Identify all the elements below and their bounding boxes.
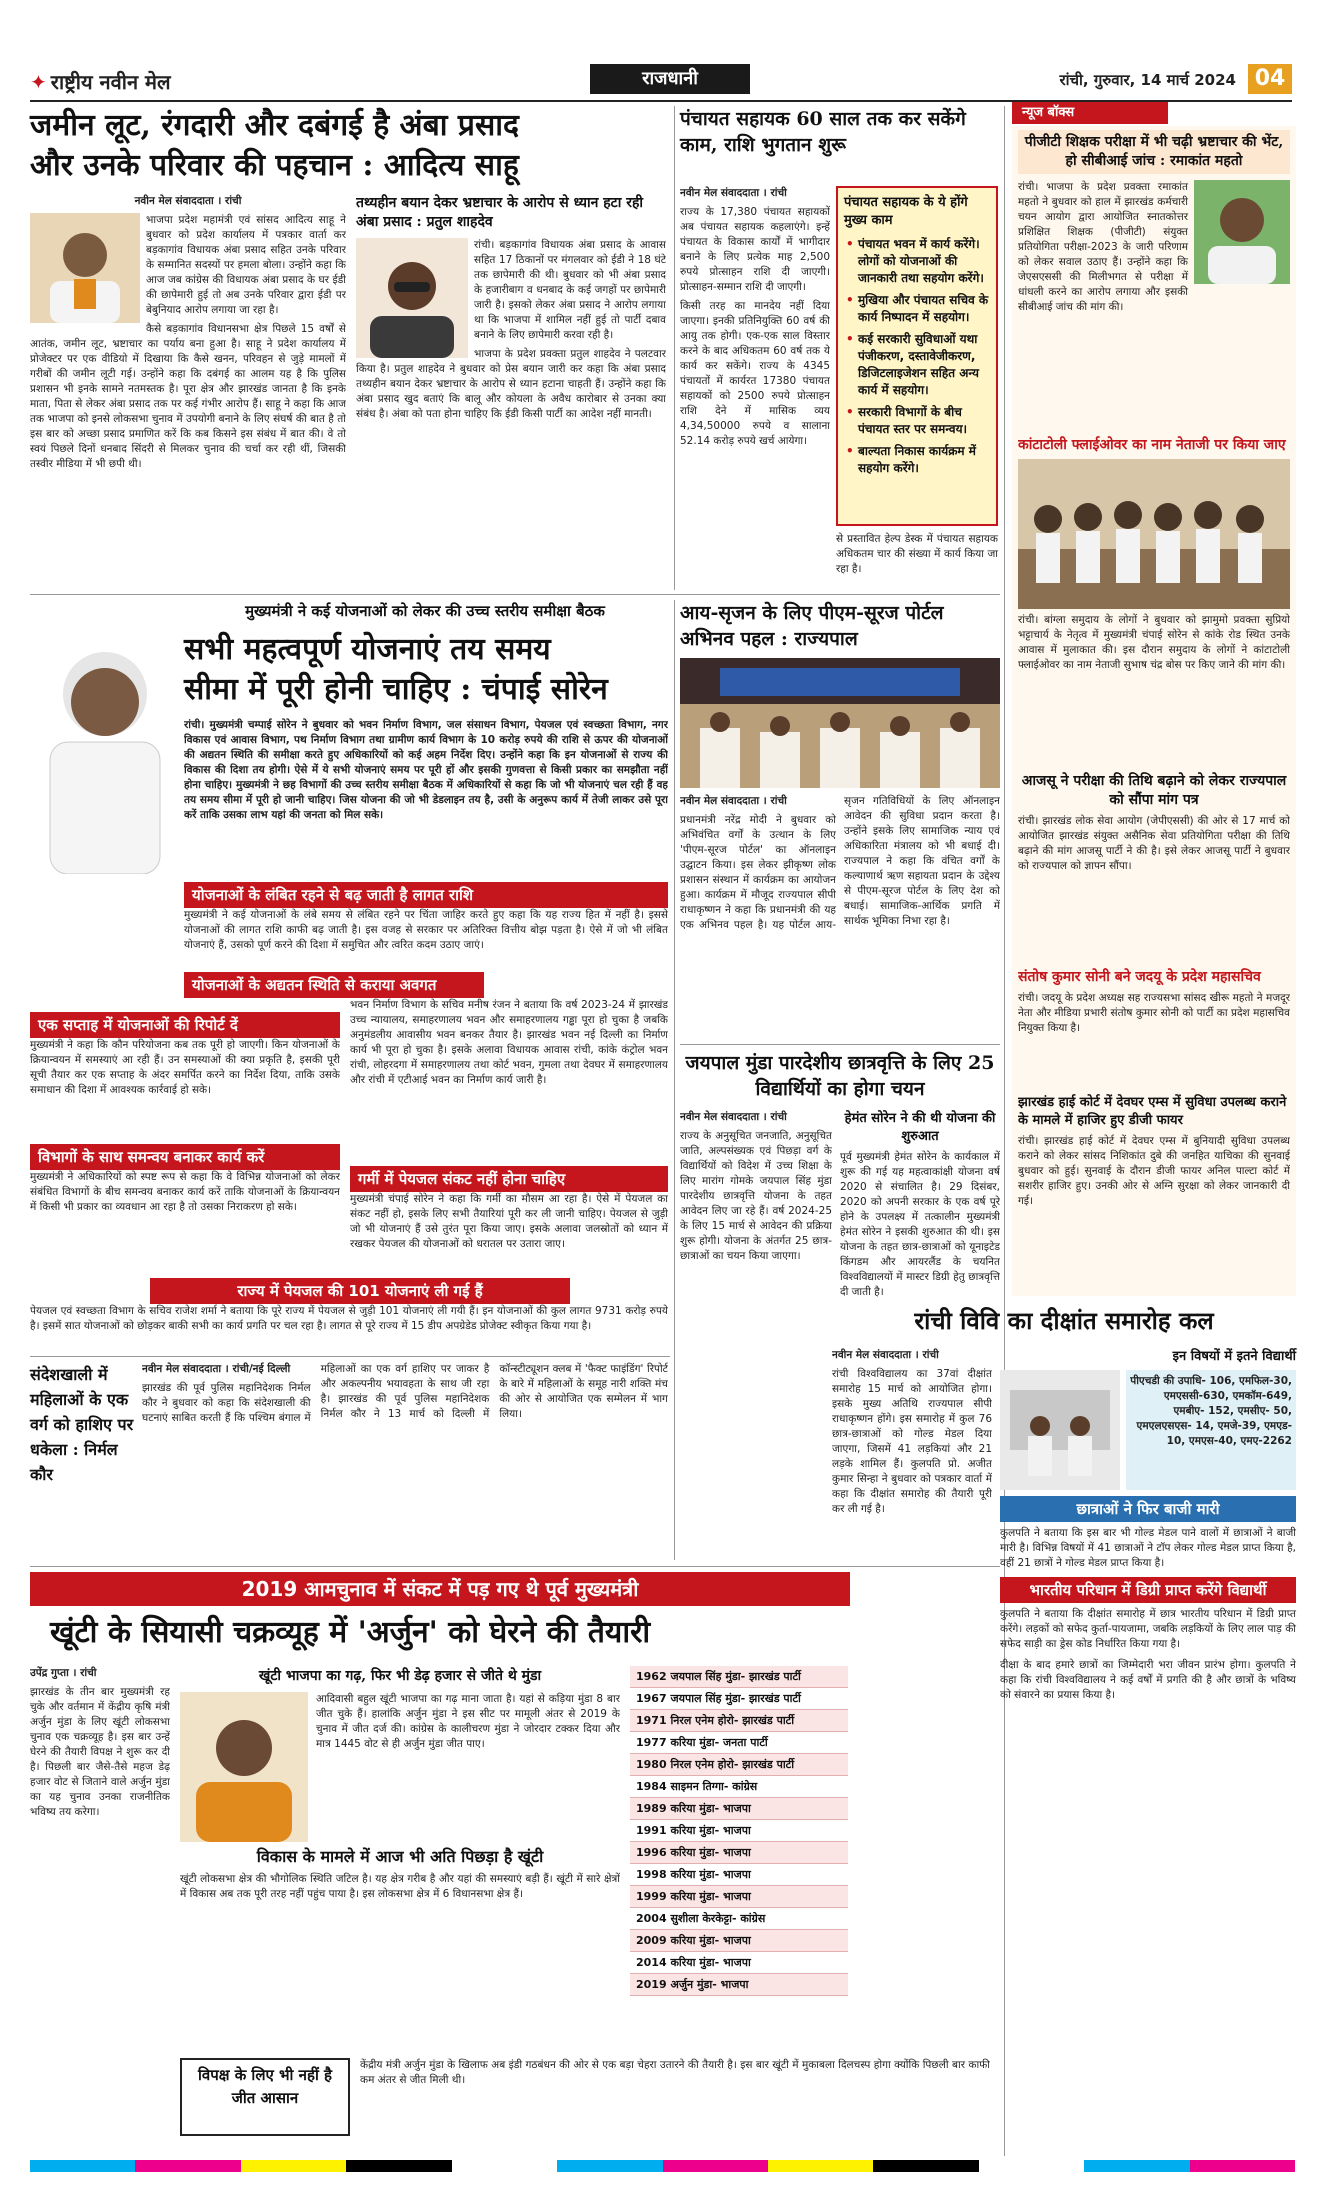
story-champai-soren [30,600,670,1430]
duty-item: • कई सरकारी सुविधाओं यथा पंजीकरण, दस्तावेजीकरण, डिजिटलाइजेशन सहित अन्य कार्य में सहयोग। [844,331,990,399]
timeline-row [630,1952,848,1974]
story8-sub1-title: छात्राओं ने फिर बाजी मारी [1000,1496,1296,1522]
story1-sub-para-2: भाजपा के प्रदेश प्रवक्ता प्रतुल शाहदेव ने पलटवार किया है। प्रतुल शाहदेव ने बुधवार को प्रेस बयान जारी कर कहा कि अंबा प्रसाद तथ्यहीन बयान देकर भ्रष्टाचार के आरोप से ध्यान हटाना चाहती हैं। उन्होंने कहा कि अंबा प्रसाद खुद बताएं कि बालू और कोयला के अवैध कारोबार से उनका क्या संबंध है। अंबा को पता होना चाहिए कि ईडी किसी पार्टी का आदेश नहीं मानती। [356,348,666,420]
story3-kicker: मुख्यमंत्री ने कई योजनाओं को लेकर की उच्च स्तरीय समीक्षा बैठक [245,602,605,620]
story6-body [142,1362,668,1528]
story8-sub1-body: कुलपति ने बताया कि इस बार भी गोल्ड मेडल पाने वालों में छात्राओं ने बाजी मारी है। विभिन्न विषयों में 41 छात्राओं ने टॉप लेकर गोल्ड मेडल प्राप्त किया है, वहीं 21 छात्रों ने गोल्ड मेडल प्राप्त किया है। [1000,1527,1296,1569]
timeline-row [630,1974,848,1996]
story8-para: रांची विश्वविद्यालय का 37वां दीक्षांत समारोह 15 मार्च को आयोजित होगा। इसके मुख्य अतिथि राज्यपाल सीपी राधाकृष्णन होंगे। इस समारोह में कुल 76 छात्र-छात्राओं को गोल्ड मेडल दिया जाएगा, जिसमें 41 लड़कियां और 21 लड़के शामिल हैं। कुलपति प्रो. अजीत कुमार सिन्हा ने बुधवार को पत्रकार वार्ता में कहा कि दीक्षांत समारोह की तैयारी पूरी कर ली गई है। [832,1368,992,1515]
timeline-row [630,1908,848,1930]
story6-para: झारखंड की पूर्व पुलिस महानिदेशक निर्मल कौर ने बुधवार को कहा कि संदेशखाली की घटनाएं साबित करती हैं कि पश्चिम बंगाल में महिलाओं का एक वर्ग हाशिए पर जाकर है और अकल्पनीय भयावहता के साथ जी रहा है। झारखंड की पूर्व पुलिस महानिदेशक निर्मल कौर ने 13 मार्च को दिल्ली में कॉन्स्टीट्यूशन क्लब में 'फैक्ट फाइंडिंग' रिपोर्ट के बारे में महिलाओं के समूह नारी शक्ति मंच की ओर से आयोजित एक सम्मेलन में भाग लिया। [142,1363,668,1424]
story3-headline-line2: सीमा में पूरी होनी चाहिए : चंपाई सोरेन [184,672,608,707]
news4-body: रांची। जदयू के प्रदेश अध्यक्ष सह राज्यसभा सांसद खीरू महतो ने मजदूर नेता और मीडिया प्रभारी संतोष कुमार सोनी को पार्टी का प्रदेश महासचिव नियुक्त किया है। [1018,992,1290,1034]
story2-box-title: पंचायत सहायक के ये होंगे मुख्य काम [844,195,968,228]
news2-title: कांटाटोली फ्लाईओवर का नाम नेताजी पर किया जाए [1018,437,1286,453]
timeline-entry: 1967 जयपाल सिंह मुंडा- झारखंड पार्टी [630,1688,848,1710]
aditya-sahu-photo [30,213,140,323]
story8-sub3-body: दीक्षा के बाद हमारे छात्रों का जिम्मेदारी भरा जीवन प्रारंभ होगा। कुलपति ने कहा कि रांची विश्वविद्यालय ने कई वर्षों में प्रगति की है और छात्रों के भविष्य को संवारने का प्रयास किया है। [1000,1659,1296,1701]
news-box-label: न्यूज बॉक्स [1012,102,1168,124]
news1-title: पीजीटी शिक्षक परीक्षा में भी चढ़ी भ्रष्टाचार की भेंट, हो सीबीआई जांच : रमाकांत महतो [1018,130,1290,174]
story4-headline: आय-सृजन के लिए पीएम-सूरज पोर्टल अभिनव पहल : राज्यपाल [680,602,944,650]
degree-box-title: इन विषयों में इतने विद्यार्थी [1172,1349,1296,1364]
story3-sub2-title: योजनाओं के अद्यतन स्थिति से कराया अवगत [184,972,484,998]
story5-byline: नवीन मेल संवाददाता । रांची [680,1111,787,1123]
dateline: रांची, गुरुवार, 14 मार्च 2024 [1059,71,1236,89]
story1-headline-line1: जमीन लूट, रंगदारी और दबंगई है अंबा प्रसाद [30,108,519,143]
story3-sub3-body: मुख्यमंत्री ने कहा कि कौन परियोजना कब तक पूरी हो जाएगी। किन योजनाओं के क्रियान्वयन में समस्याएं आ रही हैं। उन समस्याओं की क्या प्रकृति है, इसकी पूरी सूची तैयार कर एक सप्ताह के अंदर समर्पित करने का निर्देश दिया, ताकि उसके समाधान की दिशा में आवश्यक कार्रवाई हो सके। [30,1039,340,1096]
story2-duties-box [836,186,998,526]
timeline-row [630,1842,848,1864]
story3-lead: रांची। मुख्यमंत्री चम्पाई सोरेन ने बुधवार को भवन निर्माण विभाग, जल संसाधन विभाग, पेयजल एवं स्वच्छता विभाग, नगर विकास एवं आवास विभाग, पथ निर्माण विभाग तथा ग्रामीण कार्य विभाग के 10 करोड़ रुपये की राशि से ऊपर की योजनाओं की अद्यतन स्थिति की समीक्षा करते हुए अधिकारियों को कई अहम निर्देश दिए। उन्होंने कहा कि इन योजनाओं से राज्य की विकास की दिशा तय होगी। ऐसे में ये सभी योजनाएं समय पर पूरी हों और इसकी गुणवत्ता से किसी प्रकार का समझौता नहीं होना चाहिए। मुख्यमंत्री ने छह विभागों की उच्च स्तरीय समीक्षा बैठक में अधिकारियों से कहा कि जो भी योजनाएं चल रही हैं वह तय समय सीमा में पूरी हो जानी चाहिए। जिस योजना की जो भी डेडलाइन तय है, उसी के अनुरूप कार्य में तेजी लाकर उसे पूरा करें ताकि उसका लाभ यहां की जनता को मिल सके। [184,719,668,821]
news-item-flyover [1018,436,1290,766]
timeline-entry: 1980 निरल एनेम होरो- झारखंड पार्टी [630,1754,848,1776]
story3-headline-line1: सभी महत्वपूर्ण योजनाएं तय समय [184,632,551,667]
story5-box-title: हेमंत सोरेन ने की थी योजना की शुरुआत [844,1111,996,1144]
timeline-entry: 1996 करिया मुंडा- भाजपा [630,1842,848,1864]
story-pm-suraj [680,600,1000,1040]
story-sandeshkhali [30,1362,670,1562]
story3-sub1-title: योजनाओं के लंबित रहने से बढ़ जाती है लागत राशि [184,882,668,908]
news3-title: आजसू ने परीक्षा की तिथि बढ़ाने को लेकर राज्यपाल को सौंपा मांग पत्र [1021,773,1287,808]
timeline-row [630,1776,848,1798]
story2-para-1: राज्य के 17,380 पंचायत सहायकों अब पंचायत सहायक कहलाएंगे। इन्हें पंचायत के विकास कार्यों में भागीदार बनाने के लिए प्रत्येक माह 2,500 रुपये प्रोत्साहन राशि दी जाएगी। प्रोत्साहन-सम्मान राशि दी जाएगी। [680,206,830,293]
story2-box-footer: से प्रस्तावित हेल्प डेस्क में पंचायत सहायक अधिकतम चार की संख्या में कार्य किया जा रहा है। [836,533,998,575]
duty-item: • मुखिया और पंचायत सचिव के कार्य निष्पादन में सहयोग। [844,292,990,326]
story3-sub5-body: मुख्यमंत्री चंपाई सोरेन ने कहा कि गर्मी का मौसम आ रहा है। ऐसे में पेयजल का संकट नहीं हो, इसके लिए सभी तैयारियां पूरी कर ली जानी चाहिए। पेयजल से जुड़ी जो भी योजनाएं हैं उसे तुरंत पूरा किया जाए। इसके अलावा जलस्रोतों को ध्यान में रखकर पेयजल की योजनाओं को धरातल पर उतारा जाए। [350,1193,668,1250]
news4-title: संतोष कुमार सोनी बने जदयू के प्रदेश महासचिव [1018,969,1261,985]
section-label: राजधानी [590,64,750,94]
story5-box-body: पूर्व मुख्यमंत्री हेमंत सोरेन के कार्यकाल में शुरू की गई यह महत्वाकांक्षी योजना वर्ष 2020 से संचालित है। 29 दिसंबर, 2020 को अपनी सरकार के एक वर्ष पूरे होने के उपलक्ष्य में तत्कालीन मुख्यमंत्री हेमंत सोरेन ने इसकी शुरुआत की थी। इस योजना के तहत छात्र-छात्राओं को यूनाइटेड किंगडम और आयरलैंड के चयनित विश्वविद्यालयों में मास्टर डिग्री हेतु छात्रवृत्ति दी जाती है। [840,1151,1000,1298]
news3-body: रांची। झारखंड लोक सेवा आयोग (जेपीएससी) की ओर से 17 मार्च को आयोजित झारखंड संयुक्त असैनिक सेवा प्रतियोगिता परीक्षा की तिथि बढ़ाने की मांग आजसू पार्टी ने की है। इसे लेकर आजसू पार्टी ने बुधवार को राज्यपाल को ज्ञापन सौंपा। [1018,815,1290,872]
story7-sub2-body: खूंटी लोकसभा क्षेत्र की भौगोलिक स्थिति जटिल है। यह क्षेत्र गरीब है और यहां की समस्याएं बड़ी हैं। खूंटी में सारे क्षेत्रों में विकास अब तक पूरी तरह नहीं पहुंच पाया है। इस लोकसभा क्षेत्र में 6 विधानसभा क्षेत्र हैं। [180,1873,620,1900]
news5-title: झारखंड हाई कोर्ट में देवघर एम्स में सुविधा उपलब्ध कराने के मामले में हाजिर हुए डीजी फायर [1018,1095,1287,1128]
story2-byline: नवीन मेल संवाददाता । रांची [680,187,787,199]
print-color-strip [30,2160,1295,2172]
timeline-row [630,1930,848,1952]
story7-sub1-title: खूंटी भाजपा का गढ़, फिर भी डेढ़ हजार से जीते थे मुंडा [258,1668,542,1684]
timeline-row [630,1886,848,1908]
news-box [1012,126,1296,1296]
story3-sub6-body: पेयजल एवं स्वच्छता विभाग के सचिव राजेश शर्मा ने बताया कि पूरे राज्य में पेयजल से जुड़ी 101 योजनाएं ली गयी हैं। इन योजनाओं की कुल लागत 9731 करोड़ रुपये है। इसमें सात योजनाओं को छोड़कर बाकी सभी का कार्य प्रगति पर चल रहा है। लागत से पूरे राज्य में 15 डीप अपग्रेडेड प्रोजेक्ट स्वीकृत किया गया है। [30,1305,668,1332]
story4-byline: नवीन मेल संवाददाता । रांची [680,795,787,807]
timeline-entry: 1999 करिया मुंडा- भाजपा [630,1886,848,1908]
story8-body [832,1348,992,2148]
story5-body [680,1110,832,1556]
flyover-meeting-photo [1018,459,1290,609]
news-item-pgt [1018,130,1290,430]
timeline-entry: 1977 करिया मुंडा- जनता पार्टी [630,1732,848,1754]
story8-headline: रांची विवि का दीक्षांत समारोह कल [914,1306,1214,1335]
story3-sub4-body: मुख्यमंत्री ने अधिकारियों को स्पष्ट रूप से कहा कि वे विभिन्न योजनाओं को लेकर संबंधित विभागों के बीच समन्वय बनाकर कार्य करें ताकि योजनाओं के क्रियान्वयन में किसी भी प्रकार का व्यवधान आ रहा है तो उसका निराकरण हो सके। [30,1171,340,1213]
timeline-row [630,1688,848,1710]
story8-sub2-body: कुलपति ने बताया कि दीक्षांत समारोह में छात्र भारतीय परिधान में डिग्री प्राप्त करेंगे। लड़कों को सफेद कुर्ता-पायजामा, जबकि लड़कियों के लिए लाल पाड़ की सफेद साड़ी का ड्रेस कोड निर्धारित किया गया है। [1000,1608,1296,1650]
timeline-row [630,1864,848,1886]
story7-byline: उपेंद्र गुप्ता । रांची [30,1667,97,1679]
story4-para: प्रधानमंत्री नरेंद्र मोदी ने बुधवार को अभिवंचित वर्गों के उत्थान के लिए 'पीएम-सूरज पोर्टल' का ऑनलाइन उद्घाटन किया। इस लेकर झीकृष्ण लोक प्रशासन संस्थान में कार्यक्रम का आयोजन हुआ। कार्यक्रम में मौजूद राज्यपाल सीपी राधाकृष्णन ने कहा कि प्रधानमंत्री की यह एक अभिनव पहल है। यह पोर्टल आय-सृजन गतिविधियों के लिए ऑनलाइन आवेदन की सुविधा प्रदान करता है। उन्होंने इसके लिए सामाजिक न्याय एवं अधिकारिता मंत्रालय को भी बधाई दी। राज्यपाल ने कहा कि वंचित वर्गों के कल्याणार्थ ऋण सहायता प्रदान के उद्देश्य से पीएम-सूरज पोर्टल के लिए देश को बधाई। सामाजिक-आर्थिक प्रगति में सार्थक भूमिका निभा रहा है। [680,795,1000,931]
story3-sub5-title: गर्मी में पेयजल संकट नहीं होना चाहिए [350,1166,668,1192]
story2-headline: पंचायत सहायक 60 साल तक कर सकेंगे काम, राशि भुगतान शुरू [680,108,966,156]
arjun-munda-photo [180,1692,308,1842]
story8-sub2-title: भारतीय परिधान में डिग्री प्राप्त करेंगे विद्यार्थी [1000,1577,1296,1603]
champai-soren-photo [30,624,180,874]
ramakant-mahto-photo [1194,180,1290,284]
masthead [30,64,1292,100]
timeline-row [630,1666,848,1688]
story3-sub3-title: एक सप्ताह में योजनाओं की रिपोर्ट दें [30,1012,340,1038]
story7-body [30,1666,170,2148]
news2-body: रांची। बांग्ला समुदाय के लोगों ने बुधवार को झामुमो प्रवक्ता सुप्रियो भट्टाचार्य के नेतृत्व में मुख्यमंत्री चंपाई सोरेन से कांके रोड स्थित उनके आवास में मुलाकात की। इस दौरान समुदाय के लोगों ने कांटाटोली फ्लाईओवर का नाम नेताजी सुभाष चंद्र बोस पर किए जाने की मांग की। [1018,614,1290,671]
timeline-entry: 2014 करिया मुंडा- भाजपा [630,1952,848,1974]
story-ranchi-university [832,1304,1296,2154]
story5-para: राज्य के अनुसूचित जनजाति, अनुसूचित जाति, अल्पसंख्यक एवं पिछड़ा वर्ग के विद्यार्थियों को विदेश में उच्च शिक्षा के लिए मारांग गोमके जयपाल सिंह मुंडा पारदेशीय छात्रवृत्ति योजना के तहत आवेदन लिए जा रहे हैं। वर्ष 2024-25 के लिए 15 मार्च से आवेदन की प्रक्रिया शुरू होगी। योजना के अंतर्गत 25 छात्र-छात्राओं का चयन किया जाएगा। [680,1130,832,1262]
bird-logo-icon: ✦ [30,70,47,94]
story1-sub-para-1: रांची। बड़कागांव विधायक अंबा प्रसाद के आवास सहित 17 ठिकानों पर मंगलवार को ईडी ने 18 घंटे तक छापेमारी की थी। बुधवार को भी अंबा प्रसाद के हजारीबाग व धनबाद के कई जगहों पर छापेमारी जारी है। इसको लेकर अंबा प्रसाद ने आरोप लगाया था कि भाजपा में शामिल नहीं हुई तो पार्टी दबाव बनाने के लिए छापेमारी करवा रही है। [474,239,666,341]
duty-item: • बाल्यता निकास कार्यक्रम में सहयोग करेंगे। [844,443,990,477]
story7-bottom-body: केंद्रीय मंत्री अर्जुन मुंडा के खिलाफ अब इंडी गठबंधन की ओर से एक बड़ा चेहरा उतारने की तैयारी है। इस बार खूंटी में मुकाबला दिलचस्प होगा क्योंकि पिछली बार काफी कम अंतर से जीत मिली थी। [360,2059,990,2086]
duty-item: • सरकारी विभागों के बीच पंचायत स्तर पर समन्वय। [844,404,990,438]
timeline-entry: 1998 करिया मुंडा- भाजपा [630,1864,848,1886]
story1-subsection [356,194,666,584]
timeline-row [630,1754,848,1776]
newspaper-brand: ✦ राष्ट्रीय नवीन मेल [30,70,171,94]
timeline-row [630,1710,848,1732]
timeline-table [630,1666,848,1996]
story5-headline: जयपाल मुंडा पारदेशीय छात्रवृत्ति के लिए 25 विद्यार्थियों का होगा चयन [685,1052,995,1100]
timeline-entry: 2019 अर्जुन मुंडा- भाजपा [630,1974,848,1996]
story3-sub2-body: भवन निर्माण विभाग के सचिव मनीष रंजन ने बताया कि वर्ष 2023-24 में झारखंड उच्च न्यायालय, समाहरणालय भवन और समाहरणालय गड्ढा पूरा हो चुका है जबकि अनुमंडलीय आवासीय भवन बनकर तैयार है। झारखंड भवन नई दिल्ली का निर्माण कार्य भी पूरा हो चुका है। इसके अलावा विधायक आवास रांची, कांके कंट्रोल भवन रांची, लोहरदगा में समाहरणालय तथा कोर्ट भवन, गुमला तथा देवघर में समाहरणालय और रांची में एटीआई भवन का निर्माण कार्य जारी है। [350,999,668,1086]
opposition-callout: विपक्ष के लिए भी नहीं है जीत आसान [180,2058,350,2136]
timeline-entry: 2009 करिया मुंडा- भाजपा [630,1930,848,1952]
page-number: 04 [1248,64,1292,94]
pm-suraj-event-photo [680,658,1000,788]
story1-sub-headline: तथ्यहीन बयान देकर भ्रष्टाचार के आरोप से ध्यान हटा रही अंबा प्रसाद : प्रतुल शाहदेव [356,195,644,230]
convocation-photo [1000,1370,1120,1490]
story3-sub6-title: राज्य में पेयजल की 101 योजनाएं ली गई हैं [150,1278,570,1304]
news5-body: रांची। झारखंड हाई कोर्ट में देवघर एम्स में बुनियादी सुविधा उपलब्ध कराने को लेकर सांसद निशिकांत दुबे की जनहित याचिका की सुनवाई बुधवार को हुई। सुनवाई के दौरान डीजी फायर अनिल पाल्टा कोर्ट में सशरीर हाजिर हुए। उनकी ओर से अग्नि सुरक्षा को लेकर जानकारी दी गई। [1018,1135,1290,1207]
khunti-election-timeline [630,1666,848,2046]
story-amba-prasad [30,106,670,590]
timeline-entry: 2004 सुशीला केरकेट्टा- कांग्रेस [630,1908,848,1930]
story-panchayat-sahayak [680,106,1000,590]
story8-byline: नवीन मेल संवाददाता । रांची [832,1349,939,1361]
duty-item: • पंचायत भवन में कार्य करेंगे। लोगों को योजनाओं की जानकारी तथा सहयोग करेंगे। [844,236,990,287]
timeline-entry: 1984 साइमन तिग्गा- कांग्रेस [630,1776,848,1798]
story3-sub4-title: विभागों के साथ समन्वय बनाकर कार्य करें [30,1144,340,1170]
story1-para-2: कैसे बड़कागांव विधानसभा क्षेत्र पिछले 15 वर्षों से आतंक, जमीन लूट, भ्रष्टाचार का पर्याय बना हुआ है। साहू ने प्रदेश कार्यालय में प्रोजेक्टर पर एक वीडियो में दिखाया कि कैसे खनन, परिवहन से जुड़े मामलों में गरीबों की जमीन लूटी गई। उन्होंने कहा कि दबंगई का आलम यह है कि पुलिस प्रशासन भी इनके सामने नतमस्तक है। पूरा क्षेत्र और झारखंड जानता है कि इनके माता, पिता से लेकर अंबा प्रसाद तक पर कई गंभीर आरोप हैं। साहू ने कहा कि आज तक भाजपा को इनसे लोकसभा चुनाव में उपयोगी बनाने के लिए संघर्ष की बात है तो इस बार को अच्छा प्रसाद प्रमाणित करें कि कब किसने इस संबंध में बात की। वे तो स्वयं पिछले दिनों धनबाद सिंदरी से मिलकर चुनाव की चर्चा कर रही थीं, जिसकी तस्वीर मीडिया में भी छपी थी। [30,323,346,470]
pratul-shahdeo-photo [356,238,468,358]
story3-sub1-body: मुख्यमंत्री ने कई योजनाओं के लंबे समय से लंबित रहने पर चिंता जाहिर करते हुए कहा कि यह राज्य हित में नहीं है। इससे योजनाओं की लागत राशि काफी बढ़ जाती है। इस वजह से सरकार पर अतिरिक्त वित्तीय बोझ पड़ता है। ऐसे में जो भी लंबित योजनाएं हैं, उसको पूर्ण करने की दिशा में समुचित और त्वरित कदम उठाए जाएं। [184,909,668,951]
story2-para-2: किसी तरह का मानदेय नहीं दिया जाएगा। इनकी प्रतिनियुक्ति 60 वर्ष की आयु तक होगी। एक-एक साल विस्तार करने के बाद अधिकतम 60 वर्ष तक ये कार्य कर सकेंगे। राज्य के 4345 पंचायतों में कार्यरत 17380 पंचायत सहायकों को 2500 रुपये प्रोत्साहन राशि देने में मासिक व्यय 4,34,50000 रुपये व सालाना 52.14 करोड़ रुपये खर्च आयेगा। [680,300,830,447]
story7-headline: खूंटी के सियासी चक्रव्यूह में 'अर्जुन' को घेरने की तैयारी [50,1615,651,1650]
story7-kicker: 2019 आमचुनाव में संकट में पड़ गए थे पूर्व मुख्यमंत्री [30,1572,850,1606]
timeline-row [630,1732,848,1754]
news-item-deoghar-aiims [1018,1094,1290,1290]
timeline-entry: 1971 निरल एनेम होरो- झारखंड पार्टी [630,1710,848,1732]
news-item-santosh-soni [1018,968,1290,1088]
timeline-entry: 1991 करिया मुंडा- भाजपा [630,1820,848,1842]
degree-box-body: पीएचडी की उपाधि- 106, एमफिल-30, एमएससी-630, एमकॉम-649, एमबीए- 152, एमसीए- 50, एमएलएसएस- 14, एमजे-39, एमएड- 10, एमएस-40, एमए-2262 [1126,1370,1296,1490]
story7-para: झारखंड के तीन बार मुख्यमंत्री रह चुके और वर्तमान में केंद्रीय कृषि मंत्री अर्जुन मुंडा के लिए खूंटी लोकसभा चुनाव एक चक्रव्यूह है। इस बार उन्हें घेरने की तैयारी विपक्ष ने शुरू कर दी है। पिछली बार जैसे-तैसे महज डेढ़ हजार वोट से जिताने वाले अर्जुन मुंडा का यह चुनाव उनका राजनीतिक भविष्य तय करेगा। [30,1686,170,1818]
story7-sub1-body: आदिवासी बहुल खूंटी भाजपा का गढ़ माना जाता है। यहां से कड़िया मुंडा 8 बार जीत चुके हैं। हालांकि अर्जुन मुंडा ने इस सीट पर मामूली अंतर से 2019 के चुनाव में जीत दर्ज की। कांग्रेस के कालीचरण मुंडा ने जोरदार टक्कर दिया और मात्र 1445 वोट से ही अर्जुन मुंडा जीत पाए। [316,1693,620,1750]
story7-sub2-title: विकास के मामले में आज भी अति पिछड़ा है खूंटी [256,1847,544,1866]
timeline-entry: 1989 करिया मुंडा- भाजपा [630,1798,848,1820]
timeline-entry: 1962 जयपाल सिंह मुंडा- झारखंड पार्टी [630,1666,848,1688]
story1-body [30,194,346,584]
story1-headline-line2: और उनके परिवार की पहचान : आदित्य साहू [30,148,519,183]
story2-body [680,186,830,586]
news-item-ajsu [1018,772,1290,962]
story6-byline: नवीन मेल संवाददाता । रांची/नई दिल्ली [142,1363,291,1375]
timeline-row [630,1820,848,1842]
story1-byline: नवीन मेल संवाददाता । रांची [134,195,242,207]
sandeshkhali-callout: संदेशखाली में महिलाओं के एक वर्ग को हाशिए पर धकेला : निर्मल कौर [30,1365,134,1484]
news1-body: रांची। भाजपा के प्रदेश प्रवक्ता रमाकांत महतो ने बुधवार को हाल में झारखंड कर्मचारी चयन आयोग द्वारा आयोजित स्नातकोत्तर प्रशिक्षित शिक्षक (पीजीटी) संयुक्त प्रतियोगिता परीक्षा-2023 के जारी परिणाम को लेकर सवाल उठाए हैं। उन्होंने कहा कि जेएसएससी की मिलीभगत से परीक्षा में धांधली करने का आरोप लगाया और इसकी सीबीआई जांच की मांग की। [1018,181,1188,313]
story4-body [680,794,1000,1034]
timeline-row [630,1798,848,1820]
story2-duties-list [844,236,990,477]
story1-para-1: भाजपा प्रदेश महामंत्री एवं सांसद आदित्य साहू ने बुधवार को प्रदेश कार्यालय में पत्रकार वार्ता कर बड़कागांव विधायक अंबा प्रसाद सहित उनके परिवार के सम्मानित सदस्यों पर हमला बोला। उन्होंने कहा कि आज जब कांग्रेस की विधायक अंबा प्रसाद के घर ईडी की छापेमारी हुई तो अब उनके परिवार द्वारा ईडी पर बेबुनियाद आरोप लगाया जा रहा है। [146,214,346,316]
